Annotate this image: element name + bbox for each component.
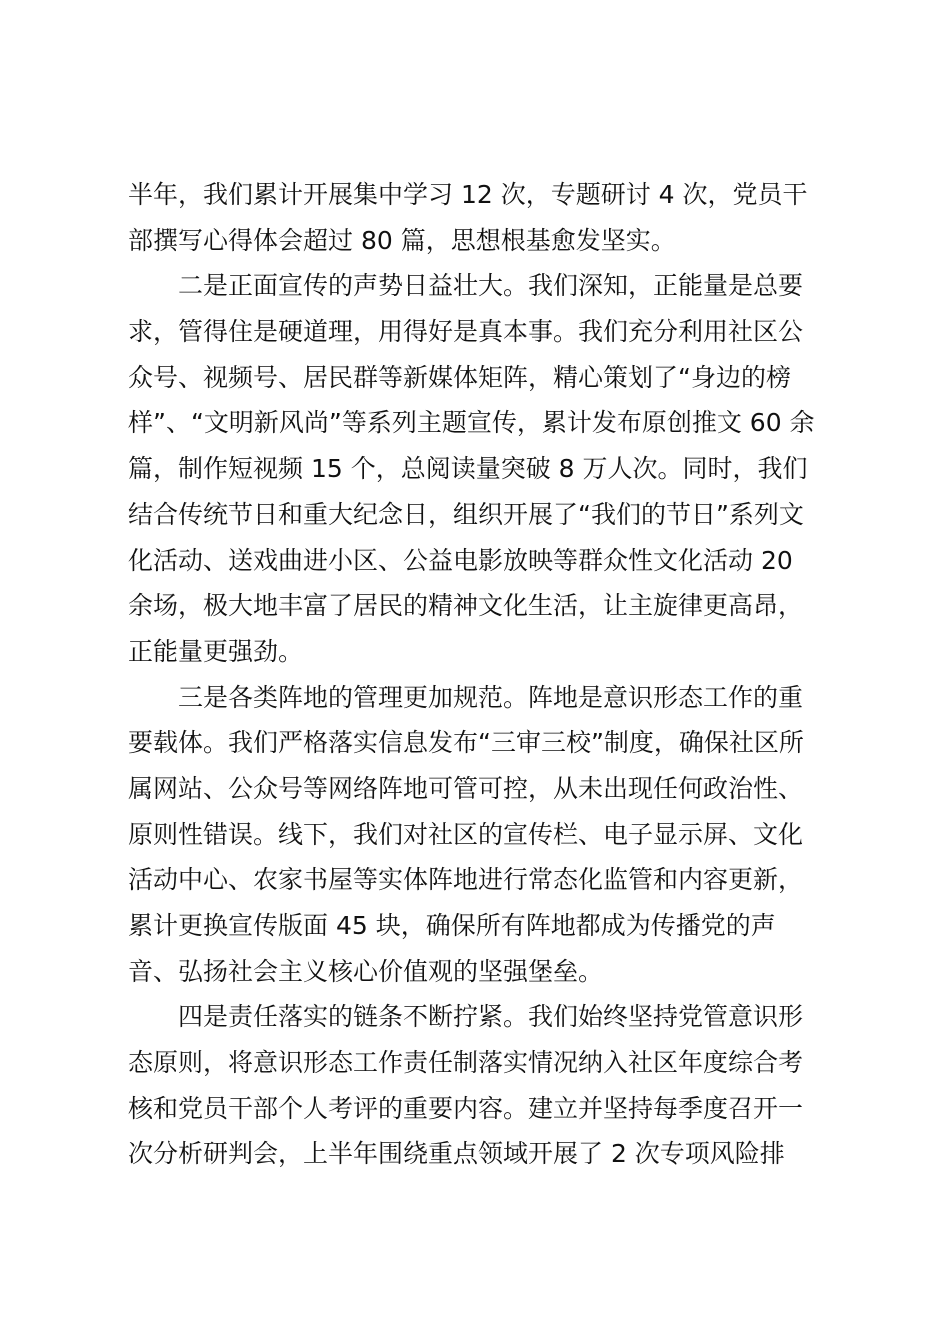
body-text [128, 172, 822, 1177]
text-line: 样”、“文明新风尚”等系列主题宣传，累计发布原创推文 60 余 [128, 408, 815, 438]
text-line: 核和党员干部个人考评的重要内容。建立并坚持每季度召开一 [128, 1093, 804, 1123]
text-line: 结合传统节日和重大纪念日，组织开展了“我们的节日”系列文 [128, 499, 804, 529]
text-line: 余场，极大地丰富了居民的精神文化生活，让主旋律更高昂， [128, 591, 804, 621]
text-line: 求，管得住是硬道理，用得好是真本事。我们充分利用社区公 [128, 317, 804, 347]
text-line: 化活动、送戏曲进小区、公益电影放映等群众性文化活动 20 [128, 545, 793, 575]
text-line: 众号、视频号、居民群等新媒体矩阵，精心策划了“身边的榜 [128, 362, 791, 392]
text-line: 累计更换宣传版面 45 块，确保所有阵地都成为传播党的声 [128, 911, 776, 940]
paragraph-2-start: 二是正面宣传的声势日益壮大。我们深知，正能量是总要 [178, 271, 804, 301]
text-line: 态原则，将意识形态工作责任制落实情况纳入社区年度综合考 [128, 1048, 804, 1078]
text-line: 原则性错误。线下，我们对社区的宣传栏、电子显示屏、文化 [128, 819, 804, 849]
text-line: 属网站、公众号等网络阵地可管可控，从未出现任何政治性、 [128, 773, 804, 803]
text-line: 要载体。我们严格落实信息发布“三审三校”制度，确保社区所 [128, 728, 804, 758]
text-line: 篇，制作短视频 15 个，总阅读量突破 8 万人次。同时，我们 [128, 454, 808, 484]
paragraph-3-start: 三是各类阵地的管理更加规范。阵地是意识形态工作的重 [178, 682, 804, 712]
paragraph-4-start: 四是责任落实的链条不断拧紧。我们始终坚持党管意识形 [178, 1002, 804, 1032]
text-line: 音、弘扬社会主义核心价值观的坚强堡垒。 [128, 956, 604, 986]
text-line: 半年，我们累计开展集中学习 12 次，专题研讨 4 次，党员干 [128, 180, 808, 209]
text-line: 次分析研判会，上半年围绕重点领域开展了 2 次专项风险排 [128, 1139, 785, 1169]
text-line: 部撰写心得体会超过 80 篇，思想根基愈发坚实。 [128, 225, 676, 255]
text-line: 活动中心、农家书屋等实体阵地进行常态化监管和内容更新， [128, 865, 804, 895]
text-line: 正能量更强劲。 [128, 636, 304, 666]
